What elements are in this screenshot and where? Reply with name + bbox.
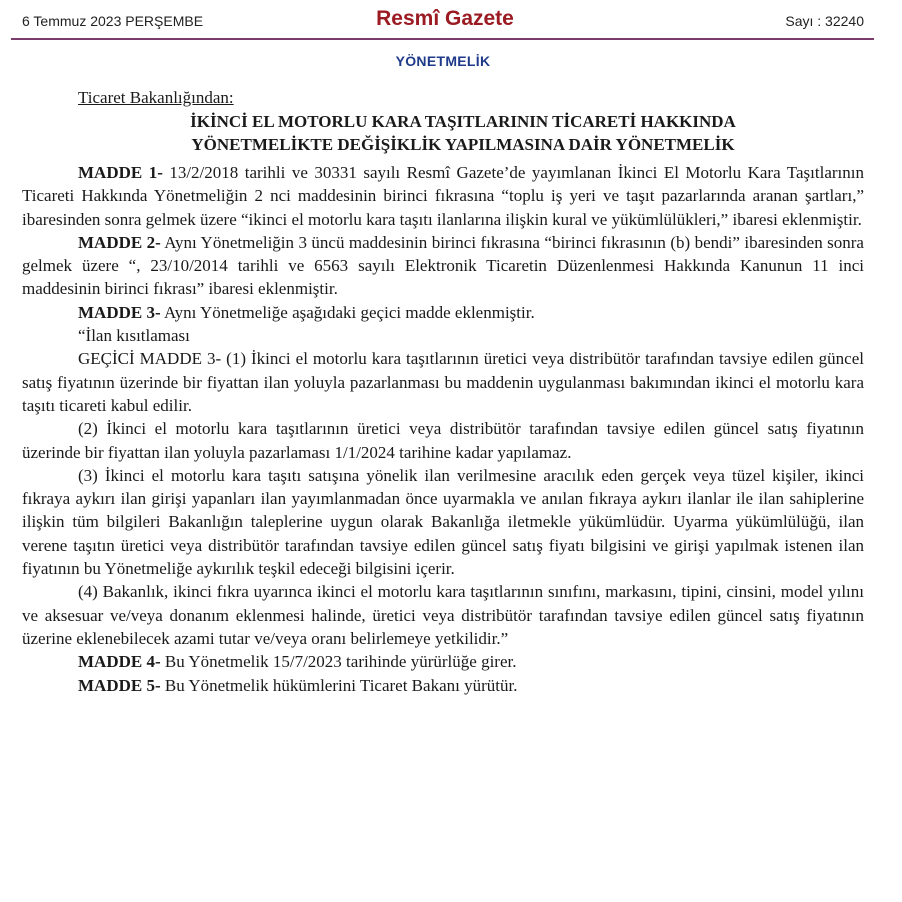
article-label: MADDE 5- [78,675,161,695]
gazette-title: Resmî Gazete [376,7,514,30]
article-text: Aynı Yönetmeliğe aşağıdaki geçici madde eklenmiştir. [160,302,535,322]
issuing-ministry: Ticaret Bakanlığından: [78,88,234,107]
article-text: (2) İkinci el motorlu kara taşıtlarının üretici veya distribütör tarafından tavsiye edilen güncel satış fiyatının üzerinde bir fiyattan ilan yoluyla pazarlaması 1/1/2024 tarihine kadar yapılamaz. [22,419,864,462]
regulation-title-line: YÖNETMELİKTE DEĞİŞİKLİK YAPILMASINA DAİR YÖNETMELİK [191,135,735,154]
provisional-heading [22,324,864,347]
article-text: GEÇİCİ MADDE 3- (1) İkinci el motorlu kara taşıtlarının üretici veya distribütör tarafından tavsiye edilen güncel satış fiyatının üzerinde bir fiyattan ilan yoluyla pazarlanması bu maddenin uygulanması bakımından ikinci el motorlu kara taşıtı ticareti kabul edilir. [22,349,864,415]
gazette-header [0,0,902,44]
provisional-paragraph [22,580,864,650]
article-text: (3) İkinci el motorlu kara taşıtı satışına yönelik ilan verilmesine aracılık eden gerçek veya tüzel kişiler, ikinci fıkraya aykırı ilan girişi yapanları ilan yayımlanmadan önce uyarmakla ve anılan fıkraya aykırı ilanlar ile ilan sahiplerine ilişkin tüm bilgileri Bakanlığın taleplerine uygun olarak Bakanlığa iletmekle yükümlüdür. Uyarma yükümlülüğü, ilan verene taşıtın üretici veya distribütör tarafından tavsiye edilen güncel satış fiyatı bilgisini ve girişi yapılmak istenen ilan fiyatının bu Yönetmeliğe aykırılık teşkil edeceği bilgisini içerir. [22,465,864,579]
article-paragraph [22,650,864,673]
provisional-paragraph [22,417,864,464]
article-paragraph [22,231,864,301]
publication-date: 6 Temmuz 2023 PERŞEMBE [22,13,204,29]
article-text: (4) Bakanlık, ikinci fıkra uyarınca ikinci el motorlu kara taşıtlarının sınıfını, markasını, tipini, cinsini, model yılını ve aksesuar ve/veya donanım eklenmesi halinde, üretici veya distribütör tarafından tavsiye edilen güncel satış fiyatının üzerine eklenebilecek azami tutar ve/veya oranı belirlemeye yetkilidir.” [22,582,864,648]
article-text: Aynı Yönetmeliğin 3 üncü maddesinin birinci fıkrasına “birinci fıkrasının (b) bendi” ibaresinden sonra gelmek üzere “, 23/10/2014 tarihli ve 6563 sayılı Elektronik Ticaretin Düzenlenmesi Hakkında Kanunun 11 inci maddesinin birinci fıkrası” ibaresi eklenmiştir. [22,232,864,299]
article-text: “İlan kısıtlaması [78,326,190,346]
article-text: Bu Yönetmelik 15/7/2023 tarihinde yürürlüğe girer. [160,652,517,672]
article-label: MADDE 4- [78,652,161,672]
article-text: Bu Yönetmelik hükümlerini Ticaret Bakanı yürütür. [160,675,518,695]
article-text: 13/2/2018 tarihli ve 30331 sayılı Resmî Gazete’de yayımlanan İkinci El Motorlu Kara Taşıtlarının Ticareti Hakkında Yönetmeliğin 2 nci maddesinin birinci fıkrasına “toplu iş yeri ve taşıt pazarlarında aranan şartları,” ibaresinden sonra gelmek üzere “ikinci el motorlu kara taşıtı ilanlarına ilişkin kural ve yükümlülükleri,” ibaresi eklenmiştir. [22,163,864,229]
document-body [22,86,864,697]
issue-number: Sayı : 32240 [785,13,864,29]
provisional-paragraph [22,464,864,580]
article-label: MADDE 2- [78,232,161,252]
article-paragraph [22,301,864,324]
header-divider [11,38,874,40]
provisional-paragraph [22,347,864,417]
section-label: YÖNETMELİK [395,53,491,69]
regulation-title-line: İKİNCİ EL MOTORLU KARA TAŞITLARININ TİCARETİ HAKKINDA [190,112,736,131]
article-label: MADDE 1- [78,163,163,182]
article-label: MADDE 3- [78,302,161,322]
regulation-title [62,110,864,156]
article-paragraph [22,674,864,697]
article-paragraph [22,161,864,231]
